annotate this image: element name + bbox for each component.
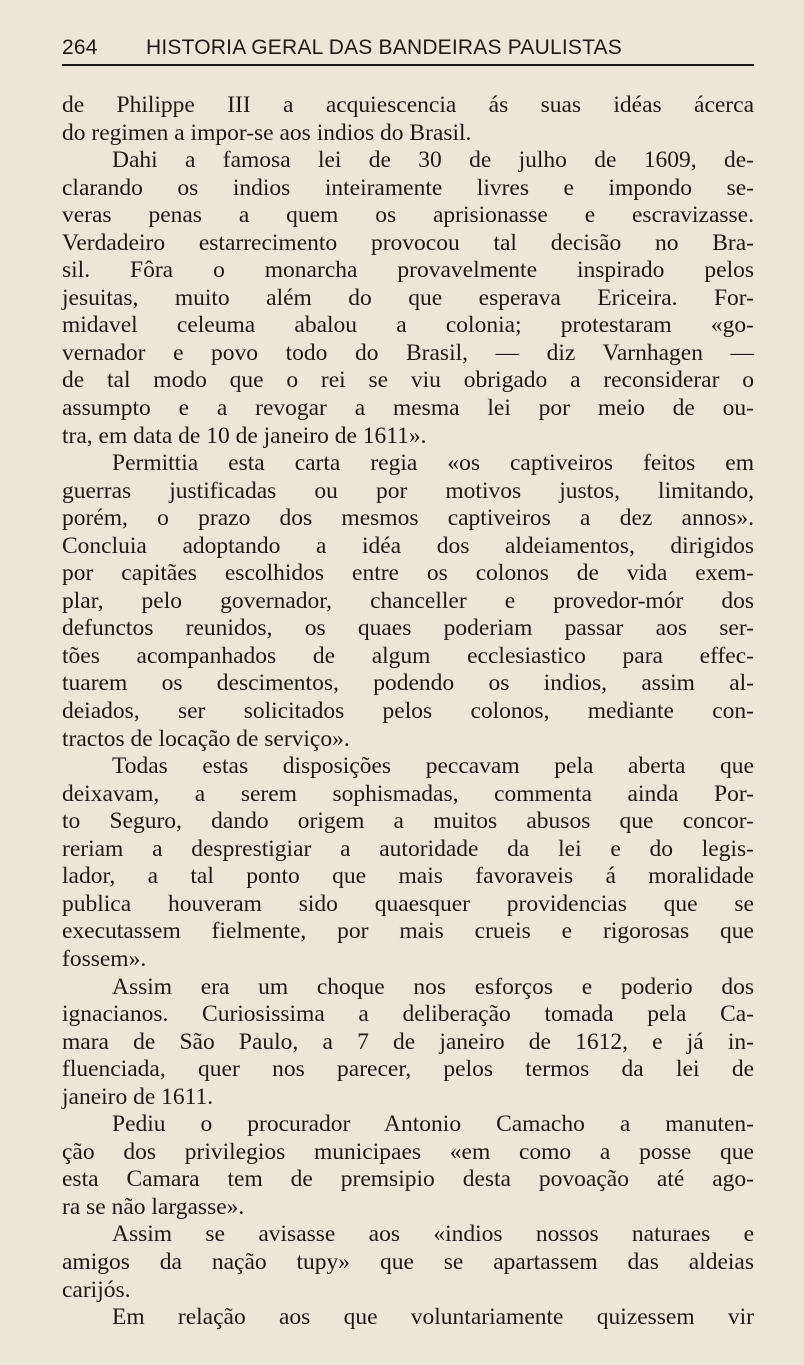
text-line: reriam a desprestigiar a autoridade da lei e do legis- xyxy=(62,835,754,862)
text-line: por capitães escolhidos entre os colonos de vida exem- xyxy=(62,560,754,587)
text-line: de Philippe III a acquiescencia ás suas idéas ácerca xyxy=(62,92,754,118)
text-line: janeiro de 1611. xyxy=(62,1083,214,1110)
text-line: porém, o prazo dos mesmos captiveiros a dez annos». xyxy=(62,505,754,532)
text-line: esta Camara tem de premsipio desta povoação até ago- xyxy=(62,1166,754,1193)
text-line: lador, a tal ponto que mais favoraveis á moralidade xyxy=(62,863,754,890)
text-line: plar, pelo governador, chanceller e provedor-mór dos xyxy=(62,587,754,614)
body-text xyxy=(62,92,754,1332)
text-line: vernador e povo todo do Brasil, — diz Varnhagen — xyxy=(62,339,754,366)
text-line: tra, em data de 10 de janeiro de 1611». xyxy=(62,422,427,449)
text-line: Pediu o procurador Antonio Camacho a manuten- xyxy=(112,1111,754,1138)
text-line: tractos de locação de serviço». xyxy=(62,725,350,752)
text-line: deiados, ser solicitados pelos colonos, mediante con- xyxy=(62,698,754,725)
text-line: tuarem os descimentos, podendo os indios, assim al- xyxy=(62,670,754,697)
text-line: guerras justificadas ou por motivos justos, limitando, xyxy=(62,477,754,504)
text-line: sil. Fôra o monarcha provavelmente inspirado pelos xyxy=(62,257,754,284)
text-line: Verdadeiro estarrecimento provocou tal decisão no Bra- xyxy=(62,229,754,256)
text-line: veras penas a quem os aprisionasse e escravizasse. xyxy=(62,202,754,229)
text-line: midavel celeuma abalou a colonia; protestaram «go- xyxy=(62,312,754,339)
text-line: ignacianos. Curiosissima a deliberação tomada pela Ca- xyxy=(62,1001,754,1028)
text-line: Em relação aos que voluntariamente quizessem vir xyxy=(112,1304,754,1331)
text-line: do regimen a impor-se aos indios do Brasil. xyxy=(62,119,472,146)
text-line: Permittia esta carta regia «os captiveiros feitos em xyxy=(112,450,754,477)
text-line: ra se não largasse». xyxy=(62,1193,245,1220)
text-line: Todas estas disposições peccavam pela aberta que xyxy=(112,753,754,780)
text-line: jesuitas, muito além do que esperava Ericeira. For- xyxy=(62,284,754,311)
text-line: ção dos privilegios municipaes «em como a posse que xyxy=(62,1138,754,1165)
text-line: clarando os indios inteiramente livres e impondo se- xyxy=(62,174,754,201)
running-header xyxy=(62,34,754,64)
text-line: Concluia adoptando a idéa dos aldeiamentos, dirigidos xyxy=(62,532,754,559)
text-line: Assim se avisasse aos «indios nossos naturaes e xyxy=(112,1221,754,1248)
text-line: Assim era um choque nos esforços e poderio dos xyxy=(112,973,754,1000)
text-line: fluenciada, quer nos parecer, pelos termos da lei de xyxy=(62,1056,754,1083)
text-line: defunctos reunidos, os quaes poderiam passar aos ser- xyxy=(62,615,754,642)
text-line: mara de São Paulo, a 7 de janeiro de 1612, e já in- xyxy=(62,1028,754,1055)
text-line: publica houveram sido quaesquer providencias que se xyxy=(62,890,754,917)
text-line: Dahi a famosa lei de 30 de julho de 1609, de- xyxy=(112,147,754,174)
text-line: de tal modo que o rei se viu obrigado a reconsiderar o xyxy=(62,367,754,394)
page-number: 264 xyxy=(62,36,98,59)
text-line: tões acompanhados de algum ecclesiastico para effec- xyxy=(62,642,754,669)
header-rule xyxy=(62,64,754,66)
text-line: executassem fielmente, por mais crueis e rigorosas que xyxy=(62,918,754,945)
text-line: deixavam, a serem sophismadas, commenta ainda Por- xyxy=(62,780,754,807)
text-line: amigos da nação tupy» que se apartassem das aldeias xyxy=(62,1248,754,1275)
text-line: carijós. xyxy=(62,1276,131,1303)
text-line: to Seguro, dando origem a muitos abusos que concor- xyxy=(62,808,754,835)
text-line: fossem». xyxy=(62,945,147,972)
running-title: HISTORIA GERAL DAS BANDEIRAS PAULISTAS xyxy=(146,36,622,59)
text-line: assumpto e a revogar a mesma lei por meio de ou- xyxy=(62,395,754,422)
